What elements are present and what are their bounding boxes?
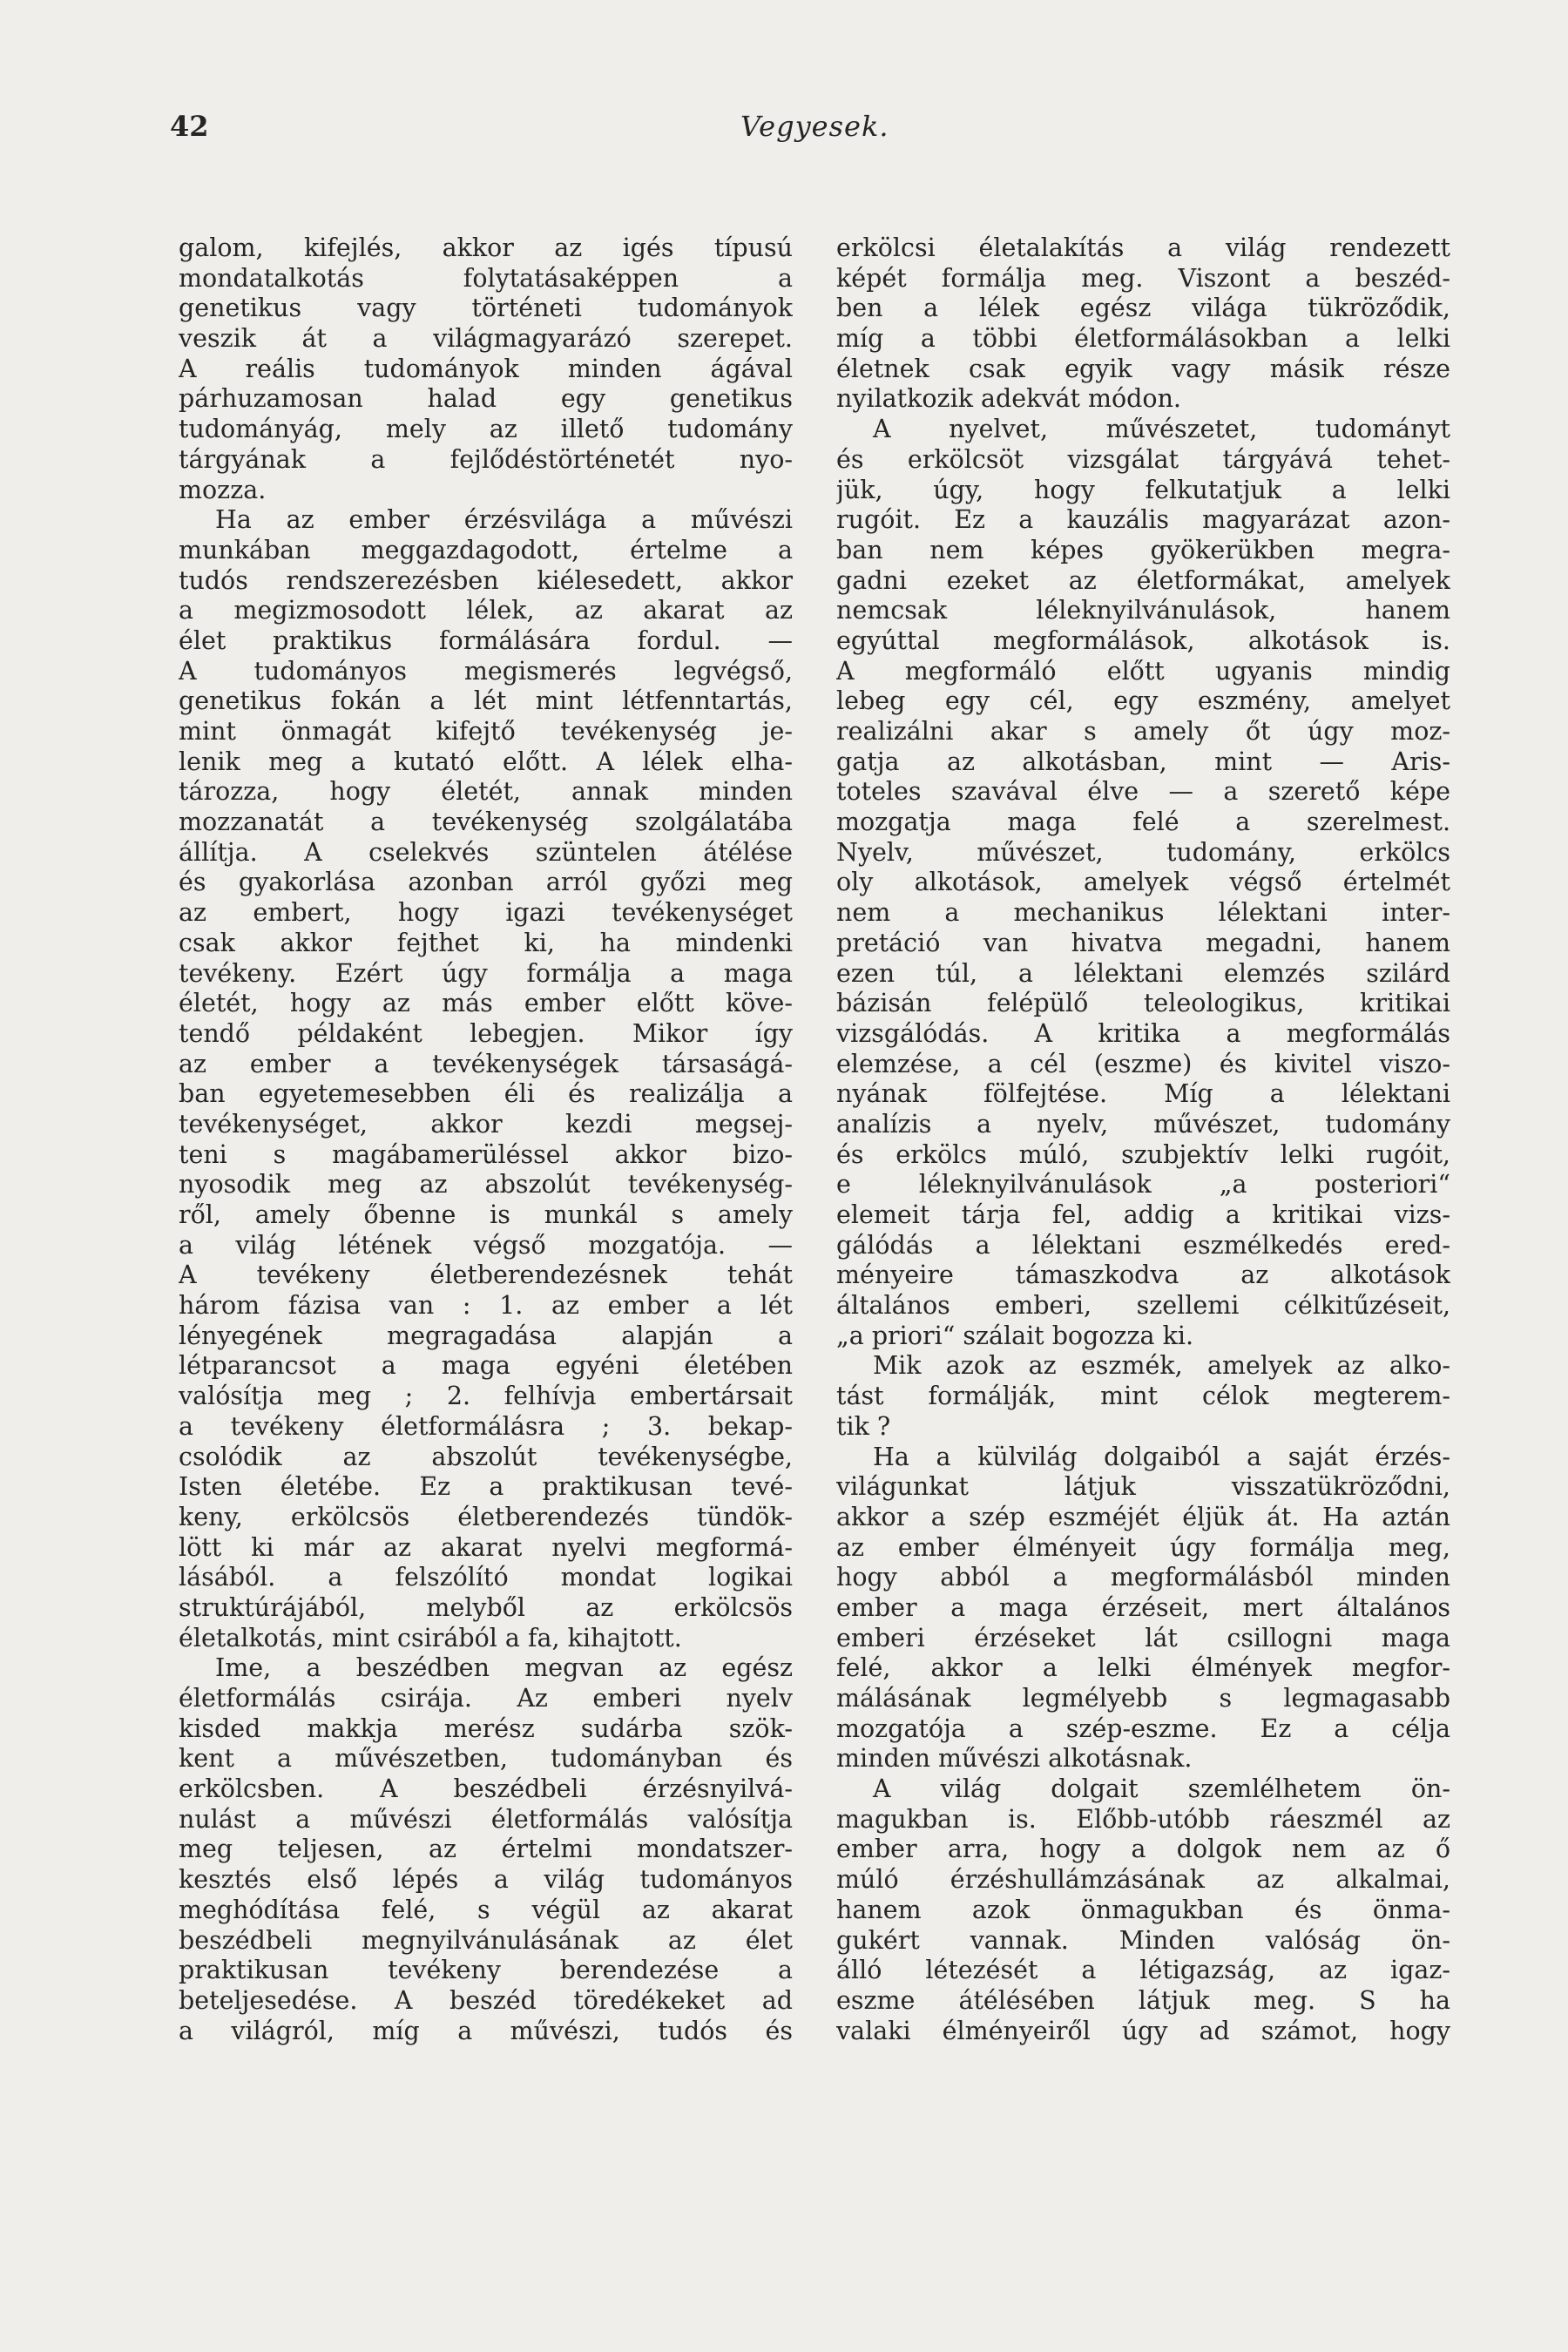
text-line: lött ki már az akarat nyelvi megformá- bbox=[179, 1532, 793, 1562]
text-line: nemcsak léleknyilvánulások, hanem bbox=[836, 596, 1450, 625]
text-line: A reális tudományok minden ágával bbox=[179, 354, 793, 383]
text-line: az embert, hogy igazi tevékenységet bbox=[179, 898, 793, 928]
text-line: toteles szavával élve — a szerető képe bbox=[836, 777, 1450, 807]
text-line: meghódítása felé, s végül az akarat bbox=[179, 1895, 793, 1924]
text-line: Ha az ember érzésvilága a művészi bbox=[215, 505, 793, 535]
text-line: valaki élményeiről úgy ad számot, hogy bbox=[836, 2016, 1450, 2045]
text-line: ban egyetemesebben éli és realizálja a bbox=[179, 1079, 793, 1109]
text-line: ban nem képes gyökerükben megra- bbox=[836, 535, 1450, 564]
text-line: és erkölcs múló, szubjektív lelki rugóit, bbox=[836, 1139, 1450, 1169]
text-line: álló létezését a létigazság, az igaz- bbox=[836, 1956, 1450, 1985]
text-line: hogy abból a megformálásból minden bbox=[836, 1563, 1450, 1592]
text-line: A nyelvet, művészetet, tudományt bbox=[873, 415, 1450, 444]
text-line: rugóit. Ez a kauzális magyarázat azon- bbox=[836, 505, 1450, 535]
text-line: galom, kifejlés, akkor az igés típusú bbox=[179, 233, 793, 262]
text-line: életnek csak egyik vagy másik része bbox=[836, 354, 1450, 383]
text-line: ezen túl, a lélektani elemzés szilárd bbox=[836, 958, 1450, 988]
page-number: 42 bbox=[170, 110, 209, 143]
text-line: lebeg egy cél, egy eszmény, amelyet bbox=[836, 686, 1450, 716]
text-line: míg a többi életformálásokban a lelki bbox=[836, 324, 1450, 354]
text-line: nyilatkozik adekvát módon. bbox=[836, 384, 1181, 414]
text-line: vizsgálódás. A kritika a megformálás bbox=[836, 1018, 1450, 1048]
text-line: az ember a tevékenységek társaságá- bbox=[179, 1049, 793, 1078]
text-line: tárgyának a fejlődéstörténetét nyo- bbox=[179, 444, 793, 474]
text-line: emberi érzéseket lát csillogni maga bbox=[836, 1623, 1450, 1652]
text-line: Nyelv, művészet, tudomány, erkölcs bbox=[836, 837, 1450, 867]
text-line: képét formálja meg. Viszont a beszéd- bbox=[836, 263, 1450, 293]
text-line: magukban is. Előbb-utóbb ráeszmél az bbox=[836, 1804, 1450, 1834]
text-line: lenik meg a kutató előtt. A lélek elha- bbox=[179, 747, 793, 776]
text-line: tudós rendszerezésben kiélesedett, akkor bbox=[179, 565, 793, 595]
text-line: akkor a szép eszméjét éljük át. Ha aztán bbox=[836, 1502, 1450, 1531]
text-line: hanem azok önmagukban és önma- bbox=[836, 1895, 1450, 1924]
text-line: praktikusan tevékeny berendezése a bbox=[179, 1956, 793, 1985]
text-line: Ime, a beszédben megvan az egész bbox=[215, 1653, 793, 1683]
text-line: mozzanatát a tevékenység szolgálatába bbox=[179, 808, 793, 837]
text-line: tendő példaként lebegjen. Mikor így bbox=[179, 1018, 793, 1048]
text-line: eszme átélésében látjuk meg. S ha bbox=[836, 1985, 1450, 2015]
running-title: Vegyesek. bbox=[740, 110, 889, 143]
text-line: genetikus vagy történeti tudományok bbox=[179, 294, 793, 323]
text-line: elemzése, a cél (eszme) és kivitel viszo- bbox=[836, 1049, 1450, 1078]
text-line: veszik át a világmagyarázó szerepet. bbox=[179, 324, 793, 354]
text-line: meg teljesen, az értelmi mondatszer- bbox=[179, 1835, 793, 1864]
text-line: realizálni akar s amely őt úgy moz- bbox=[836, 717, 1450, 746]
text-line: ményeire támaszkodva az alkotások bbox=[836, 1260, 1450, 1290]
text-line: élet praktikus formálására fordul. — bbox=[179, 625, 793, 655]
text-line: keny, erkölcsös életberendezés tündök- bbox=[179, 1502, 793, 1531]
text-line: tudományág, mely az illető tudomány bbox=[179, 415, 793, 444]
text-line: gadni ezeket az életformákat, amelyek bbox=[836, 565, 1450, 595]
text-line: a tevékeny életformálásra ; 3. bekap- bbox=[179, 1411, 793, 1441]
text-line: három fázisa van : 1. az ember a lét bbox=[179, 1291, 793, 1321]
text-line: beszédbeli megnyilvánulásának az élet bbox=[179, 1925, 793, 1955]
text-line: tást formálják, mint célok megterem- bbox=[836, 1382, 1450, 1411]
text-line: gálódás a lélektani eszmélkedés ered- bbox=[836, 1230, 1450, 1260]
text-line: tározza, hogy életét, annak minden bbox=[179, 777, 793, 807]
text-line: málásának legmélyebb s legmagasabb bbox=[836, 1684, 1450, 1713]
text-line: nyának fölfejtése. Míg a lélektani bbox=[836, 1079, 1450, 1109]
text-line: munkában meggazdagodott, értelme a bbox=[179, 535, 793, 564]
text-line: ember arra, hogy a dolgok nem az ő bbox=[836, 1835, 1450, 1864]
text-line: párhuzamosan halad egy genetikus bbox=[179, 384, 793, 414]
text-line: A tevékeny életberendezésnek tehát bbox=[179, 1260, 793, 1290]
text-line: erkölcsi életalakítás a világ rendezett bbox=[836, 233, 1450, 262]
text-line: mozgatja maga felé a szerelmest. bbox=[836, 808, 1450, 837]
text-line: jük, úgy, hogy felkutatjuk a lelki bbox=[836, 475, 1450, 504]
text-line: mondatalkotás folytatásaképpen a bbox=[179, 263, 793, 293]
text-line: létparancsot a maga egyéni életében bbox=[179, 1351, 793, 1381]
text-line: a világról, míg a művészi, tudós és bbox=[179, 2016, 793, 2045]
text-line: analízis a nyelv, művészet, tudomány bbox=[836, 1109, 1450, 1139]
text-line: lényegének megragadása alapján a bbox=[179, 1321, 793, 1350]
text-line: és gyakorlása azonban arról győzi meg bbox=[179, 868, 793, 897]
text-line: életalkotás, mint csirából a fa, kihajtott. bbox=[179, 1623, 682, 1652]
text-line: világunkat látjuk visszatükröződni, bbox=[836, 1472, 1450, 1502]
text-line: oly alkotások, amelyek végső értelmét bbox=[836, 868, 1450, 897]
text-line: a világ létének végső mozgatója. — bbox=[179, 1230, 793, 1260]
text-line: mint önmagát kifejtő tevékenység je- bbox=[179, 717, 793, 746]
text-line: múló érzéshullámzásának az alkalmai, bbox=[836, 1865, 1450, 1895]
text-line: gatja az alkotásban, mint — Aris- bbox=[836, 747, 1450, 776]
text-line: ember a maga érzéseit, mert általános bbox=[836, 1592, 1450, 1622]
text-line: genetikus fokán a lét mint létfenntartás, bbox=[179, 686, 793, 716]
text-line: az ember élményeit úgy formálja meg, bbox=[836, 1532, 1450, 1562]
left-text-column bbox=[179, 233, 793, 2106]
text-line: teni s magábamerüléssel akkor bizo- bbox=[179, 1139, 793, 1169]
text-line: csolódik az abszolút tevékenységbe, bbox=[179, 1442, 793, 1471]
text-line: csak akkor fejthet ki, ha mindenki bbox=[179, 928, 793, 957]
text-line: elemeit tárja fel, addig a kritikai vizs- bbox=[836, 1200, 1450, 1229]
text-line: Isten életébe. Ez a praktikusan tevé- bbox=[179, 1472, 793, 1502]
text-line: kesztés első lépés a világ tudományos bbox=[179, 1865, 793, 1895]
text-line: ben a lélek egész világa tükröződik, bbox=[836, 294, 1450, 323]
text-line: lásából. a felszólító mondat logikai bbox=[179, 1563, 793, 1592]
text-line: Mik azok az eszmék, amelyek az alko- bbox=[873, 1351, 1450, 1381]
text-line: mozgatója a szép-eszme. Ez a célja bbox=[836, 1713, 1450, 1743]
text-line: A világ dolgait szemlélhetem ön- bbox=[873, 1774, 1450, 1804]
text-line: és erkölcsöt vizsgálat tárgyává tehet- bbox=[836, 444, 1450, 474]
text-line: nulást a művészi életformálás valósítja bbox=[179, 1804, 793, 1834]
text-line: nem a mechanikus lélektani inter- bbox=[836, 898, 1450, 928]
text-line: tevékeny. Ezért úgy formálja a maga bbox=[179, 958, 793, 988]
text-line: tevékenységet, akkor kezdi megsej- bbox=[179, 1109, 793, 1139]
text-line: felé, akkor a lelki élmények megfor- bbox=[836, 1653, 1450, 1683]
text-line: „a priori“ szálait bogozza ki. bbox=[836, 1321, 1194, 1350]
right-text-column bbox=[836, 233, 1450, 2106]
text-line: általános emberi, szellemi célkitűzéseit, bbox=[836, 1291, 1450, 1321]
text-line: e léleknyilvánulások „a posteriori“ bbox=[836, 1170, 1450, 1200]
text-line: életét, hogy az más ember előtt köve- bbox=[179, 989, 793, 1018]
text-line: struktúrájából, melyből az erkölcsös bbox=[179, 1592, 793, 1622]
text-line: ről, amely őbenne is munkál s amely bbox=[179, 1200, 793, 1229]
text-line: bázisán felépülő teleologikus, kritikai bbox=[836, 989, 1450, 1018]
text-line: minden művészi alkotásnak. bbox=[836, 1744, 1193, 1774]
text-line: beteljesedése. A beszéd töredékeket ad bbox=[179, 1985, 793, 2015]
text-line: állítja. A cselekvés szüntelen átélése bbox=[179, 837, 793, 867]
text-line: erkölcsben. A beszédbeli érzésnyilvá- bbox=[179, 1774, 793, 1804]
text-line: egyúttal megformálások, alkotások is. bbox=[836, 625, 1450, 655]
text-line: gukért vannak. Minden valóság ön- bbox=[836, 1925, 1450, 1955]
text-line: a megizmosodott lélek, az akarat az bbox=[179, 596, 793, 625]
text-line: valósítja meg ; 2. felhívja embertársait bbox=[179, 1382, 793, 1411]
text-line: életformálás csirája. Az emberi nyelv bbox=[179, 1684, 793, 1713]
text-line: Ha a külvilág dolgaiból a saját érzés- bbox=[873, 1442, 1450, 1471]
text-line: kisded makkja merész sudárba szök- bbox=[179, 1713, 793, 1743]
text-line: mozza. bbox=[179, 475, 267, 504]
text-line: nyosodik meg az abszolút tevékenység- bbox=[179, 1170, 793, 1200]
text-line: tik ? bbox=[836, 1411, 891, 1441]
text-line: A tudományos megismerés legvégső, bbox=[179, 656, 793, 686]
text-line: pretáció van hivatva megadni, hanem bbox=[836, 928, 1450, 957]
text-line: A megformáló előtt ugyanis mindig bbox=[836, 656, 1450, 686]
text-line: kent a művészetben, tudományban és bbox=[179, 1744, 793, 1774]
